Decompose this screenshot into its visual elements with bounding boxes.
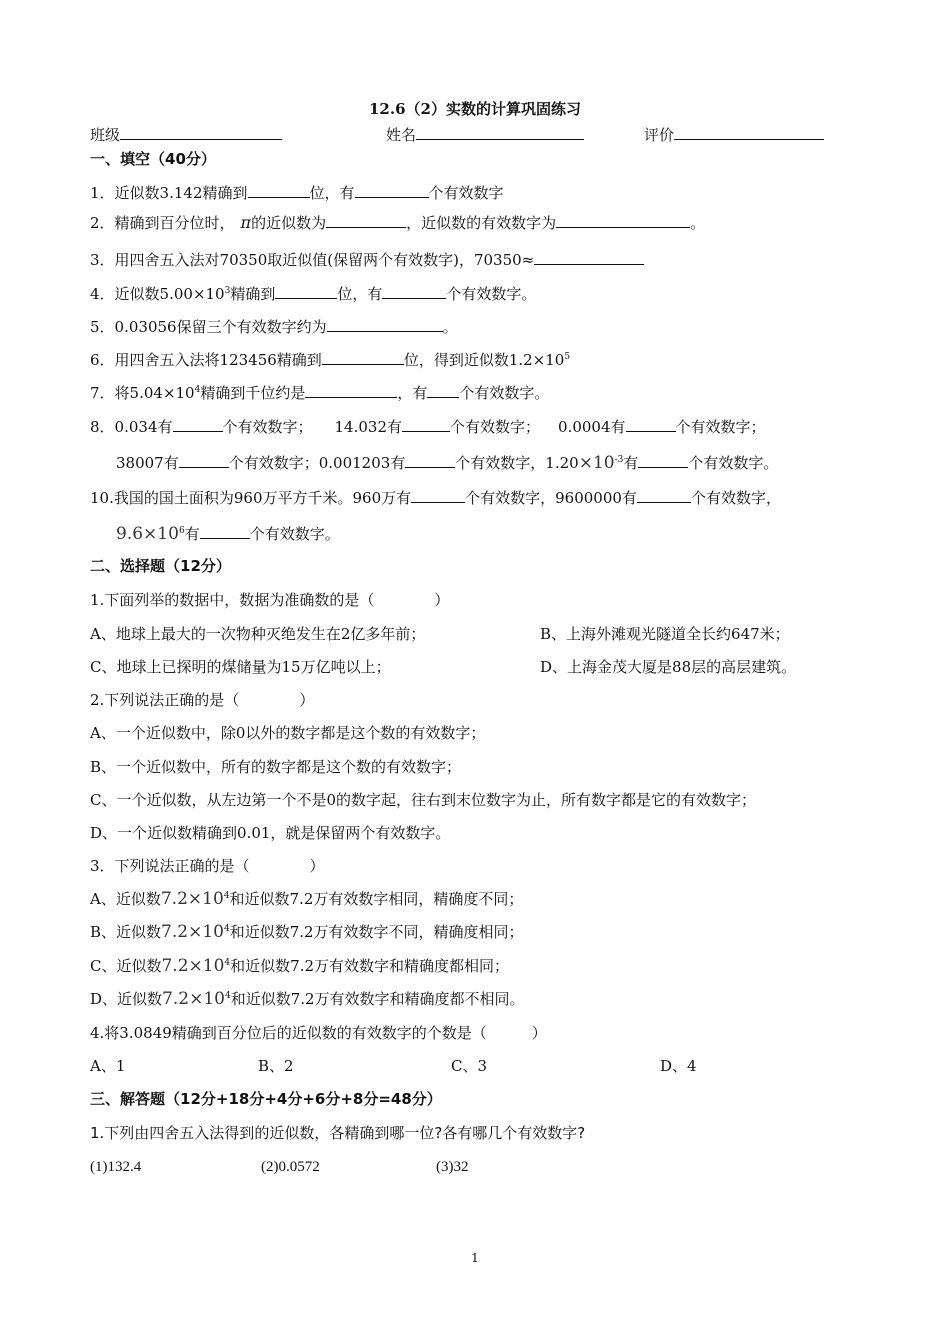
answer-blank[interactable]	[637, 487, 691, 503]
text: 。	[442, 318, 458, 336]
choice-2-option-c: C、一个近似数，从左边第一个不是0的数字起，往右到末位数字为止，所有数字都是它的有效数字；	[90, 791, 757, 809]
text: 位，有	[337, 285, 383, 303]
pi-symbol: π	[240, 213, 252, 232]
question-1-1	[90, 182, 504, 203]
mantissa: 7.2	[160, 889, 188, 909]
choice-question-2: 2.下列说法正确的是（ ）	[90, 691, 315, 709]
text: 个有效数字。	[446, 285, 537, 303]
class-label: 班级	[90, 126, 121, 144]
choice-1-option-a: A、地球上最大的一次物种灭绝发生在2亿多年前；	[90, 625, 426, 643]
answer-blank[interactable]	[275, 283, 337, 299]
choice-1-option-d: D、上海金茂大厦是88层的高层建筑。	[540, 658, 797, 676]
class-field	[90, 124, 282, 145]
text: 4．近似数5.00×10	[90, 285, 225, 303]
text: D、近似数	[90, 990, 163, 1008]
text: 0.0004有	[558, 418, 626, 436]
text: 个有效数字。	[688, 454, 779, 472]
times-ten: ×10	[188, 922, 224, 942]
answer-blank[interactable]	[427, 382, 459, 398]
answer-blank[interactable]	[322, 349, 404, 365]
times-ten: ×10	[188, 956, 225, 976]
question-1-2	[90, 212, 705, 233]
text: B、近似数	[90, 923, 162, 941]
question-1-3	[90, 249, 644, 270]
name-label: 姓名	[386, 126, 417, 144]
exponent: 4	[223, 924, 230, 934]
text: 和近似数7.2万有效数字和精确度都不相同。	[230, 990, 525, 1008]
text: 个有效数字；	[450, 418, 541, 436]
exponent: 4	[224, 991, 231, 1001]
text: 个有效数字；	[675, 418, 766, 436]
question-1-7	[90, 382, 549, 403]
text: 6．用四舍五入法将123456精确到	[90, 351, 322, 369]
name-blank[interactable]	[416, 124, 584, 140]
choice-2-option-a: A、一个近似数中，除0以外的数字都是这个数的有效数字；	[90, 724, 486, 742]
answer-blank[interactable]	[173, 416, 223, 432]
mantissa: 9.6	[116, 524, 144, 544]
mantissa: 7.2	[161, 956, 189, 976]
page-title: 12.6（2）实数的计算巩固练习	[369, 100, 581, 118]
answer-blank[interactable]	[326, 212, 406, 228]
page-number: 1	[471, 1251, 479, 1265]
answer-item-1: (1)132.4	[90, 1159, 142, 1175]
choice-question-1: 1.下面列举的数据中，数据为准确数的是（ ）	[90, 591, 450, 609]
text: 5．0.03056保留三个有效数字约为	[90, 318, 327, 336]
choice-question-4: 4.将3.0849精确到百分位后的近似数的有效数字的个数是（ ）	[90, 1024, 547, 1042]
times-ten: ×10	[187, 889, 224, 909]
choice-4-option-b: B、2	[258, 1057, 294, 1075]
exponent: -3	[614, 455, 624, 465]
text: 个有效数字，9600000有	[465, 489, 637, 507]
answer-blank[interactable]	[411, 487, 465, 503]
text: 位，有	[309, 184, 355, 202]
answer-blank[interactable]	[179, 452, 229, 468]
exponent: 4	[224, 958, 231, 968]
answer-item-2: (2)0.0572	[261, 1159, 320, 1175]
text: 个有效数字	[428, 184, 504, 202]
grade-field	[644, 124, 824, 145]
answer-blank[interactable]	[355, 182, 429, 198]
text: 的近似数为	[251, 214, 327, 232]
question-1-6	[90, 349, 570, 370]
times-ten: ×10	[143, 524, 179, 544]
choice-4-option-c: C、3	[451, 1057, 488, 1075]
text: 精确到千位约是	[200, 384, 306, 402]
text: 7．将5.04×10	[90, 384, 195, 402]
answer-blank[interactable]	[402, 416, 450, 432]
name-field	[386, 124, 584, 145]
answer-blank[interactable]	[626, 416, 676, 432]
text: 和近似数7.2万有效数字和精确度都相同；	[230, 957, 510, 975]
exponent: 4	[194, 385, 201, 395]
answer-question-1: 1.下列由四舍五入法得到的近似数，各精确到哪一位?各有哪几个有效数字?	[90, 1124, 586, 1142]
text: 2．精确到百分位时，	[90, 214, 235, 232]
question-1-5	[90, 316, 458, 337]
text: A、近似数	[90, 890, 161, 908]
text: 10.我国的国土面积为960万平方千米。960万有	[90, 489, 412, 507]
times-ten: ×10	[189, 989, 225, 1009]
text: 个有效数字。	[249, 525, 340, 543]
class-blank[interactable]	[120, 124, 282, 140]
choice-question-3: 3．下列说法正确的是（ ）	[90, 857, 325, 875]
times-ten: ×10	[578, 453, 615, 473]
text: 3．用四舍五入法对70350取近似值(保留两个有效数字)，70350≈	[90, 251, 535, 269]
question-1-4	[90, 283, 536, 304]
text: ，近似数的有效数字为	[406, 214, 557, 232]
text: 个有效数字，1.20	[455, 454, 579, 472]
answer-blank[interactable]	[556, 212, 690, 228]
choice-3-option-c	[90, 956, 509, 976]
answer-blank[interactable]	[305, 382, 397, 398]
choice-1-option-b: B、上海外滩观光隧道全长约647米；	[540, 625, 790, 643]
text: 1．近似数3.142精确到	[90, 184, 248, 202]
grade-blank[interactable]	[674, 124, 824, 140]
question-1-8	[90, 416, 766, 437]
text: 个有效数字；0.001203有	[228, 454, 406, 472]
answer-blank[interactable]	[200, 523, 250, 539]
choice-3-option-a	[90, 889, 523, 909]
section-choice-title: 二、选择题（12分）	[90, 557, 231, 575]
answer-blank[interactable]	[382, 283, 446, 299]
text: 有	[184, 525, 200, 543]
choice-1-option-c: C、地球上已探明的煤储量为15万亿吨以上；	[90, 658, 391, 676]
exponent: 3	[224, 286, 231, 296]
exponent: 5	[564, 352, 571, 362]
mantissa: 7.2	[161, 922, 189, 942]
text: 个有效数字。	[459, 384, 550, 402]
text: C、近似数	[90, 957, 162, 975]
text: 位，得到近似数1.2×10	[403, 351, 565, 369]
choice-4-option-a: A、1	[90, 1057, 126, 1075]
section-answer-title: 三、解答题（12分+18分+4分+6分+8分=48分）	[90, 1090, 442, 1108]
answer-blank[interactable]	[534, 249, 644, 265]
text: 和近似数7.2万有效数字相同，精确度不同；	[229, 890, 524, 908]
question-1-10	[90, 487, 781, 508]
answer-item-3: (3)32	[436, 1159, 469, 1175]
answer-blank[interactable]	[327, 316, 443, 332]
choice-3-option-b	[90, 922, 524, 942]
text: 14.032有	[334, 418, 403, 436]
text: 8．0.034有	[90, 418, 173, 436]
text: 和近似数7.2万有效数字不同，精确度相同；	[229, 923, 524, 941]
text: 个有效数字，	[690, 489, 781, 507]
choice-2-option-d: D、一个近似数精确到0.01，就是保留两个有效数字。	[90, 824, 451, 842]
text: 38007有	[116, 454, 179, 472]
text: 。	[690, 214, 706, 232]
answer-blank[interactable]	[638, 452, 688, 468]
section-fill-blank-title: 一、填空（40分）	[90, 150, 216, 168]
mantissa: 7.2	[162, 989, 190, 1009]
question-1-10-cont	[116, 523, 340, 544]
answer-blank[interactable]	[405, 452, 455, 468]
exponent: 6	[178, 526, 185, 536]
text: 精确到	[230, 285, 276, 303]
text: 有	[623, 454, 639, 472]
exponent: 4	[223, 891, 230, 901]
answer-blank[interactable]	[248, 182, 310, 198]
text: ，有	[397, 384, 428, 402]
choice-4-option-d: D、4	[660, 1057, 697, 1075]
choice-3-option-d	[90, 989, 525, 1009]
question-1-8-cont	[116, 452, 778, 473]
text: 个有效数字；	[222, 418, 313, 436]
choice-2-option-b: B、一个近似数中，所有的数字都是这个数的有效数字；	[90, 758, 462, 776]
grade-label: 评价	[644, 126, 675, 144]
